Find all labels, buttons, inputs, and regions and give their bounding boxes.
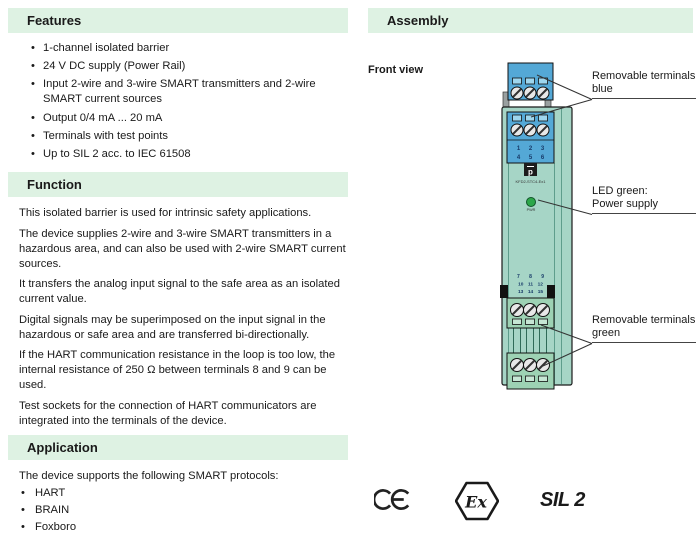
sil2-label: SIL 2 <box>540 489 585 511</box>
feature-text: Output 0/4 mA ... 20 mA <box>43 111 163 124</box>
terminal-numbers-bottom-row2: 10 11 12 <box>518 282 543 288</box>
section-header-application <box>8 435 348 460</box>
screw-icon <box>511 304 524 317</box>
protocol-text: Foxboro <box>35 521 77 533</box>
test-point <box>539 376 548 382</box>
bullet-icon: • <box>31 129 35 142</box>
screw-icon <box>537 359 550 372</box>
test-point <box>513 115 522 121</box>
terminal-block-blue-bottom <box>507 112 554 163</box>
terminal-numbers-top-row2: 4 5 6 <box>516 155 545 161</box>
device-diagram <box>495 52 585 402</box>
screw-icon <box>524 124 536 136</box>
feature-item <box>8 129 350 144</box>
protocol-text: BRAIN <box>35 504 70 516</box>
feature-item <box>8 111 350 126</box>
test-point <box>513 376 522 382</box>
function-paragraph: Digital signals may be superimposed on the input signal in the hazardous or safe area and are transferred bi-directionally. <box>19 313 326 341</box>
bullet-icon: • <box>31 78 35 91</box>
callout-line: green <box>592 327 621 339</box>
function-paragraph: This isolated barrier is used for intrinsic safety applications. <box>19 207 312 219</box>
pf-logo <box>524 163 537 177</box>
assembly-title: Assembly <box>387 13 449 28</box>
feature-item <box>8 77 350 107</box>
screw-icon <box>537 124 549 136</box>
power-led-label: PWR <box>526 208 536 212</box>
section-header-function <box>8 172 348 197</box>
terminal-block-blue-top <box>508 63 553 100</box>
test-point <box>526 319 535 325</box>
bullet-icon: • <box>31 111 35 124</box>
section-header-features <box>8 8 348 33</box>
test-point <box>539 115 548 121</box>
side-clip-icon <box>500 285 508 298</box>
callout-line: Removable terminals <box>592 314 696 326</box>
terminal-numbers-bottom-row3: 13 14 15 <box>517 290 544 295</box>
ce-mark-icon <box>374 487 412 512</box>
feature-item <box>8 147 350 162</box>
function-paragraph: If the HART communication resistance in the loop is too low, the internal resistance of 250 Ω between terminals 8 and 9 can be used. <box>19 349 336 391</box>
protocol-text: HART <box>35 487 66 499</box>
terminal-numbers-top-row1: 1 2 3 <box>516 146 545 152</box>
function-paragraph: It transfers the analog input signal to the safe area as an isolated current value. <box>19 278 340 305</box>
screw-icon <box>537 304 550 317</box>
callout-led <box>592 185 696 214</box>
test-point <box>513 319 522 325</box>
bullet-icon: • <box>31 42 35 54</box>
function-title: Function <box>27 177 82 192</box>
feature-item <box>8 59 350 74</box>
ex-mark-icon <box>455 480 499 522</box>
test-point <box>539 78 548 84</box>
application-title: Application <box>27 440 98 455</box>
bullet-icon: • <box>31 60 35 73</box>
device-model-label: KFD2-STC4-Ex1 <box>515 179 546 184</box>
bullet-icon: • <box>21 521 25 533</box>
front-view-label: Front view <box>368 64 424 76</box>
protocol-item <box>19 503 354 518</box>
bullet-icon: • <box>31 147 35 160</box>
test-point <box>526 376 535 382</box>
feature-text: 24 V DC supply (Power Rail) <box>43 60 186 73</box>
callout-line: LED green: <box>592 185 648 197</box>
bullet-icon: • <box>21 504 25 516</box>
function-paragraph: Test sockets for the connection of HART communicators are integrated into the terminals of the device. <box>19 399 317 427</box>
test-point <box>526 78 535 84</box>
callout-terminals-green <box>592 314 696 343</box>
feature-text: Terminals with test points <box>43 129 168 142</box>
test-point <box>539 319 548 325</box>
screw-icon <box>524 87 536 99</box>
screw-icon <box>511 359 524 372</box>
ex-mark-text: Ex <box>465 492 487 512</box>
features-title: Features <box>27 13 82 28</box>
power-led-icon <box>527 198 536 213</box>
application-list <box>19 486 354 535</box>
callout-line: blue <box>592 83 613 95</box>
side-clip-icon <box>547 285 555 298</box>
function-text <box>19 206 354 434</box>
application-text <box>19 469 354 535</box>
feature-text: Input 2-wire and 3-wire SMART transmitters and 2-wire SMART current sources <box>43 78 316 106</box>
test-point <box>513 78 522 84</box>
feature-text: Up to SIL 2 acc. to IEC 61508 <box>43 147 191 160</box>
feature-item <box>8 41 350 56</box>
screw-icon <box>524 304 537 317</box>
function-paragraph: The device supplies 2-wire and 3-wire SMART transmitters in a hazardous area, and can also be used with 2-wire SMART current sources. <box>19 227 346 270</box>
section-header-assembly <box>368 8 693 33</box>
callout-line: Removable terminals <box>592 70 696 82</box>
feature-text: 1-channel isolated barrier <box>43 42 170 54</box>
protocol-item <box>19 520 354 535</box>
bullet-icon: • <box>21 487 25 499</box>
application-intro: The device supports the following SMART protocols: <box>19 470 279 482</box>
pf-logo-letter: p <box>528 167 533 177</box>
callout-terminals-blue <box>592 70 696 99</box>
test-point <box>526 115 535 121</box>
terminal-block-green-bottom <box>507 353 554 389</box>
callout-line: Power supply <box>592 198 659 210</box>
screw-icon <box>511 87 523 99</box>
protocol-item <box>19 486 354 501</box>
terminal-block-green-top <box>507 298 554 328</box>
terminal-numbers-bottom-row1: 7 8 9 <box>516 274 545 280</box>
screw-icon <box>511 124 523 136</box>
screw-icon <box>537 87 549 99</box>
screw-icon <box>524 359 537 372</box>
features-list <box>8 41 350 165</box>
